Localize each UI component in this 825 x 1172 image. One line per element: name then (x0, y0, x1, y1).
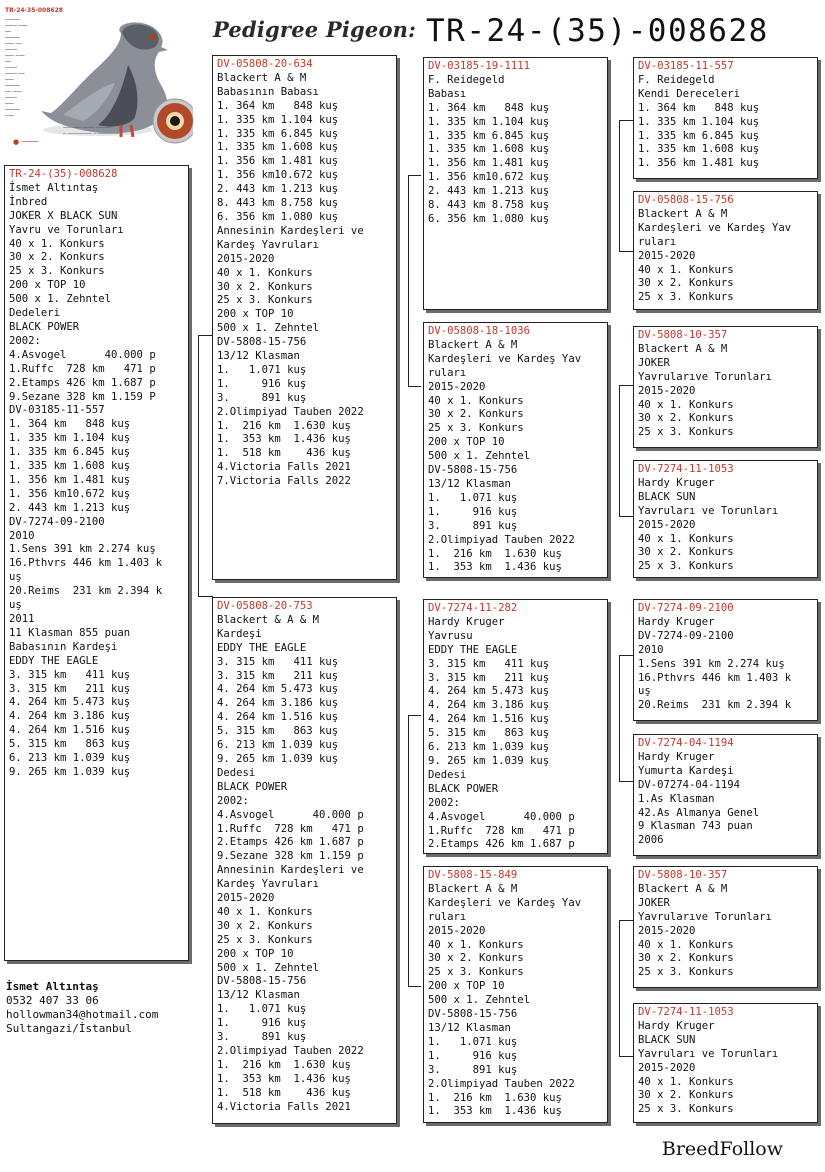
subject-ring: TR-24-(35)-008628 (9, 168, 118, 180)
pedigree-line: JOKER (638, 356, 670, 369)
pedigree-line: 1. 1.071 kuş (217, 1003, 307, 1016)
pedigree-line: 2.Etamps 426 km 1.687 p (9, 376, 156, 389)
pedigree-line: Kardeşleri ve Kardeş Yav (428, 896, 582, 909)
pedigree-line: 30 x 2. Konkurs (638, 952, 734, 965)
ggp-card-8 (633, 1003, 818, 1123)
pedigree-line: DV-5808-15-756 (217, 336, 307, 349)
pedigree-line: 1. 916 kuş (217, 377, 307, 390)
pedigree-line: 40 x 1. Konkurs (217, 266, 313, 279)
pedigree-line: 25 x 3. Konkurs (217, 933, 313, 946)
pedigree-line: 40 x 1. Konkurs (638, 398, 734, 411)
pedigree-line: 2.Etamps 426 km 1.687 p (217, 836, 364, 849)
pedigree-line: EDDY THE EAGLE (217, 641, 307, 654)
pedigree-line: 1. 356 km 1.481 kuş (9, 473, 131, 486)
pedigree-line: 25 x 3. Konkurs (638, 291, 734, 304)
ggp-card-6 (633, 734, 818, 856)
pedigree-line: Yavruları ve Torunları (638, 1047, 779, 1060)
brand-footer: BreedFollow (661, 1138, 783, 1160)
pedigree-line: 500 x 1. Zehntel (428, 994, 531, 1007)
dam-dam-ring: DV-5808-15-849 (428, 869, 518, 881)
pedigree-line: 2.Olimpiyad Tauben 2022 (428, 1077, 575, 1090)
pedigree-line: JOKER X BLACK SUN (9, 209, 118, 222)
pedigree-line: Yavrusu (428, 629, 473, 642)
pedigree-line: 30 x 2. Konkurs (9, 251, 105, 264)
pedigree-line: 1. 335 km 6.845 kuş (638, 129, 760, 142)
pedigree-line: Blackert A & M (217, 71, 307, 84)
pedigree-line: 9. 265 km 1.039 kuş (217, 752, 339, 765)
pedigree-line: 2011 (9, 613, 35, 625)
pedigree-line: F. Reidegeld (638, 73, 715, 86)
pedigree-line: BLACK SUN (638, 1033, 696, 1046)
pedigree-line: 9.Sezane 328 km 1.159 p (217, 850, 364, 863)
sire-sire-ring: DV-03185-19-1111 (428, 60, 531, 72)
owner-location: Sultangazi/İstanbul (6, 1022, 132, 1035)
pedigree-line: 4. 264 km 3.186 kuş (217, 697, 339, 710)
pedigree-line: 4. 264 km 5.473 kuş (217, 683, 339, 696)
pedigree-line: 1.Ruffc 728 km 471 p (9, 362, 156, 375)
pedigree-line: Yavru ve Torunları (9, 223, 124, 236)
pedigree-line: 1. 335 km 6.845 kuş (428, 129, 550, 142)
pedigree-line: 40 x 1. Konkurs (217, 905, 313, 918)
ggp-card-7 (633, 866, 818, 988)
connector-dam (408, 715, 421, 987)
pedigree-line: 1.Ruffc 728 km 471 p (217, 822, 364, 835)
pedigree-line: Yavrularıve Torunları (638, 370, 772, 383)
pedigree-line: 25 x 3. Konkurs (428, 422, 524, 435)
pedigree-line: 1. 364 km 848 kuş (638, 101, 760, 114)
pedigree-line: 20.Reims 231 km 2.394 k (9, 585, 163, 598)
pedigree-line: 6. 213 km 1.039 kuş (9, 752, 131, 765)
pedigree-line: Blackert A & M (428, 882, 518, 895)
pedigree-line: 2002: (217, 794, 249, 807)
pedigree-line: 3. 891 kuş (428, 519, 518, 532)
pedigree-line: 200 x TOP 10 (9, 279, 86, 292)
ggp-8-ring: DV-7274-11-1053 (638, 1006, 734, 1018)
pedigree-line: 4. 264 km 1.516 kuş (428, 713, 550, 726)
pedigree-line: 1. 335 km 1.104 kuş (9, 432, 131, 445)
pedigree-line: 30 x 2. Konkurs (217, 280, 313, 293)
pedigree-line: BLACK POWER (428, 782, 499, 795)
pedigree-line: ruları (428, 910, 467, 923)
pedigree-line: Dedesi (217, 766, 256, 779)
connector-subject (198, 335, 213, 597)
pedigree-line: 1.Sens 391 km 2.274 kuş (9, 543, 156, 556)
pedigree-line: 1.Sens 391 km 2.274 kuş (638, 657, 785, 670)
pedigree-line: 1. 356 km10.672 kuş (9, 487, 131, 500)
pedigree-line: 4.Asvogel 40.000 p (428, 810, 575, 823)
pedigree-line: 200 x TOP 10 (217, 947, 294, 960)
dam-sire-lines (428, 616, 604, 852)
pedigree-line: Hardy Kruger (638, 1019, 715, 1032)
pedigree-line: 1. 353 km 1.436 kuş (217, 1072, 351, 1085)
ggp-2-lines (638, 208, 814, 305)
pedigree-line: DV-03185-11-557 (9, 404, 105, 417)
pedigree-line: 25 x 3. Konkurs (9, 265, 105, 278)
pedigree-line: 30 x 2. Konkurs (638, 277, 734, 290)
pedigree-line: 16.Pthvrs 446 km 1.403 k (9, 557, 163, 570)
ggp-3-lines (638, 343, 814, 440)
photo-ring-mini: TR-24-35-008628 (5, 7, 63, 14)
pedigree-line: uş (9, 571, 22, 584)
pedigree-line: uş (9, 599, 22, 612)
pedigree-line: 1. 216 km 1.630 kuş (217, 419, 351, 432)
owner-phone: 0532 407 33 06 (6, 994, 99, 1007)
pedigree-line: DV-7274-09-2100 (9, 515, 105, 528)
sire-sire-lines (428, 74, 604, 227)
pedigree-line: 2010 (638, 643, 664, 656)
pedigree-line: F. Reidegeld (428, 73, 505, 86)
pedigree-line: 1. 335 km 1.608 kuş (9, 460, 131, 473)
ggp-8-lines (638, 1020, 814, 1117)
pedigree-line: 1. 353 km 1.436 kuş (217, 433, 351, 446)
pedigree-line: 1. 916 kuş (428, 505, 518, 518)
pedigree-line: 5. 315 km 863 kuş (9, 738, 131, 751)
pedigree-line: Blackert A & M (638, 882, 728, 895)
pedigree-line: DV-5808-15-756 (428, 1008, 518, 1021)
pedigree-line: 25 x 3. Konkurs (217, 294, 313, 307)
pedigree-line: 3. 891 kuş (217, 1031, 307, 1044)
pedigree-line: BLACK POWER (9, 320, 80, 333)
pedigree-line: 2. 443 km 1.213 kuş (217, 183, 339, 196)
pedigree-line: 4.Asvogel 40.000 p (217, 808, 364, 821)
pedigree-line: 25 x 3. Konkurs (428, 966, 524, 979)
pedigree-line: DV-5808-15-756 (428, 464, 518, 477)
pedigree-line: 1. 216 km 1.630 kuş (217, 1058, 351, 1071)
ggp-6-lines (638, 751, 814, 848)
pedigree-line: 1. 518 km 436 kuş (217, 1086, 351, 1099)
ggp-card-1 (633, 57, 818, 179)
pedigree-line: 1. 335 km 6.845 kuş (9, 446, 131, 459)
pedigree-line: 1. 356 km 1.481 kuş (638, 157, 760, 170)
pigeon-photo (3, 5, 193, 155)
pedigree-line: 40 x 1. Konkurs (428, 394, 524, 407)
sire-dam-lines (428, 339, 604, 575)
pedigree-line: İsmet Altıntaş (9, 181, 99, 194)
pedigree-line: 3. 315 km 211 kuş (9, 682, 131, 695)
ggp-7-lines (638, 883, 814, 980)
dam-lines (217, 614, 393, 1115)
pedigree-line: 30 x 2. Konkurs (428, 952, 524, 965)
pedigree-line: 4. 264 km 3.186 kuş (9, 710, 131, 723)
pedigree-line: 42.As Almanya Genel (638, 806, 760, 819)
ggp-3-ring: DV-5808-10-357 (638, 329, 728, 341)
pedigree-line: Annesinin Kardeşleri ve (217, 864, 364, 877)
pedigree-line: 1. 1.071 kuş (428, 491, 518, 504)
pedigree-line: Kardeşi (217, 627, 262, 640)
pedigree-line: 6. 213 km 1.039 kuş (217, 739, 339, 752)
sire-dam-ring: DV-05808-18-1036 (428, 325, 531, 337)
pedigree-line: 30 x 2. Konkurs (428, 408, 524, 421)
pedigree-line: 4.Victoria Falls 2021 (217, 1100, 351, 1113)
pedigree-line: 9 Klasman 743 puan (638, 820, 753, 833)
pedigree-line: 30 x 2. Konkurs (217, 919, 313, 932)
pedigree-line: DV-5808-15-756 (217, 975, 307, 988)
pedigree-line: 3. 315 km 411 kuş (428, 657, 550, 670)
pedigree-line: 1. 356 km10.672 kuş (217, 169, 339, 182)
connector-sire-sire (619, 120, 634, 252)
ggp-4-lines (638, 477, 814, 574)
pedigree-line: 40 x 1. Konkurs (638, 938, 734, 951)
pedigree-line: 2015-2020 (638, 924, 696, 937)
pedigree-line: Kendi Dereceleri (638, 87, 741, 100)
pedigree-line: 13/12 Klasman (217, 989, 300, 1002)
pedigree-line: ruları (428, 366, 467, 379)
pedigree-line: 1. 518 km 436 kuş (217, 447, 351, 460)
pedigree-line: Blackert & A & M (217, 613, 320, 626)
pedigree-line: 1. 364 km 848 kuş (428, 101, 550, 114)
photo-logo-mini: ● ──── (13, 138, 39, 146)
pedigree-line: 3. 315 km 411 kuş (217, 655, 339, 668)
pedigree-line: 16.Pthvrs 446 km 1.403 k (638, 671, 792, 684)
pedigree-line: Blackert A & M (638, 342, 728, 355)
pedigree-line: 1. 364 km 848 kuş (217, 99, 339, 112)
pedigree-line: 500 x 1. Zehntel (9, 293, 112, 306)
ggp-7-ring: DV-5808-10-357 (638, 869, 728, 881)
subject-card (4, 165, 189, 961)
pedigree-line: Kardeşleri ve Kardeş Yav (638, 221, 792, 234)
pedigree-line: 1.Ruffc 728 km 471 p (428, 824, 575, 837)
pedigree-line: Hardy Kruger (638, 615, 715, 628)
pedigree-line: DV-07274-04-1194 (638, 778, 741, 791)
pedigree-line: 2.Olimpiyad Tauben 2022 (217, 405, 364, 418)
pedigree-line: 6. 356 km 1.080 kuş (217, 210, 339, 223)
ggp-4-ring: DV-7274-11-1053 (638, 463, 734, 475)
pedigree-line: 2015-2020 (217, 892, 275, 905)
pedigree-line: 1. 356 km 1.481 kuş (428, 157, 550, 170)
pedigree-line: 4. 264 km 1.516 kuş (9, 724, 131, 737)
pedigree-line: 200 x TOP 10 (428, 980, 505, 993)
pedigree-line: Hardy Kruger (428, 615, 505, 628)
pedigree-line: BLACK POWER (217, 780, 288, 793)
ggp-1-ring: DV-03185-11-557 (638, 60, 734, 72)
pedigree-line: 2002: (9, 334, 41, 347)
sire-card (212, 55, 397, 580)
pedigree-line: 40 x 1. Konkurs (638, 1075, 734, 1088)
pedigree-line: EDDY THE EAGLE (9, 654, 99, 667)
page-title: Pedigree Pigeon: (213, 17, 417, 42)
pedigree-line: 3. 891 kuş (217, 391, 307, 404)
pedigree-line: 2015-2020 (217, 252, 275, 265)
pedigree-line: 1. 356 km 1.481 kuş (217, 155, 339, 168)
pedigree-line: 1. 335 km 1.608 kuş (217, 141, 339, 154)
pedigree-line: 9. 265 km 1.039 kuş (428, 754, 550, 767)
pedigree-line: 500 x 1. Zehntel (428, 450, 531, 463)
pedigree-line: 1. 335 km 6.845 kuş (217, 127, 339, 140)
pedigree-line: 13/12 Klasman (217, 350, 300, 363)
pedigree-line: uş (638, 685, 651, 698)
pedigree-line: 8. 443 km 8.758 kuş (217, 197, 339, 210)
owner-info (6, 980, 158, 1036)
ggp-1-lines (638, 74, 814, 171)
photo-caption-mini: ────── ──── ───── ─ ──────── ─ ─────── (63, 125, 119, 137)
dam-card (212, 597, 397, 1124)
pedigree-line: 40 x 1. Konkurs (638, 263, 734, 276)
dam-ring: DV-05808-20-753 (217, 600, 313, 612)
pedigree-line: 6. 213 km 1.039 kuş (428, 741, 550, 754)
pedigree-line: 11 Klasman 855 puan (9, 626, 131, 639)
pedigree-line: JOKER (638, 896, 670, 909)
pedigree-line: Babasının Kardeşi (9, 640, 118, 653)
pedigree-line: Hardy Kruger (638, 476, 715, 489)
pedigree-line: 1. 916 kuş (217, 1017, 307, 1030)
subject-ring-title: TR-24-(35)-008628 (426, 13, 769, 49)
pedigree-line: 1. 353 km 1.436 kuş (428, 561, 562, 574)
ggp-card-5 (633, 599, 818, 721)
connector-sire (408, 175, 421, 387)
pedigree-line: Babasının Babası (217, 85, 320, 98)
pedigree-line: Hardy Kruger (638, 750, 715, 763)
pedigree-line: Kardeşleri ve Kardeş Yav (428, 352, 582, 365)
pedigree-line: ruları (638, 235, 677, 248)
pedigree-line: 1. 364 km 848 kuş (9, 418, 131, 431)
pedigree-line: 8. 443 km 8.758 kuş (428, 199, 550, 212)
pedigree-line: 1. 916 kuş (428, 1049, 518, 1062)
pedigree-line: BLACK SUN (638, 490, 696, 503)
dam-sire-card (423, 599, 608, 854)
dam-dam-card (423, 866, 608, 1123)
pedigree-line: 7.Victoria Falls 2022 (217, 475, 351, 488)
pedigree-line: 2015-2020 (638, 518, 696, 531)
pedigree-line: Blackert A & M (638, 207, 728, 220)
connector-dam-dam (619, 920, 634, 1057)
owner-name: İsmet Altıntaş (6, 980, 99, 993)
pedigree-line: 500 x 1. Zehntel (217, 961, 320, 974)
pedigree-line: Yumurta Kardeşi (638, 764, 734, 777)
pedigree-line: 1. 335 km 1.104 kuş (217, 113, 339, 126)
pedigree-line: 1. 335 km 1.104 kuş (428, 115, 550, 128)
pedigree-line: 30 x 2. Konkurs (638, 412, 734, 425)
pedigree-line: 9. 265 km 1.039 kuş (9, 765, 131, 778)
pedigree-line: 4.Victoria Falls 2021 (217, 461, 351, 474)
pedigree-line: 2002: (428, 796, 460, 809)
pedigree-line: 5. 315 km 863 kuş (428, 727, 550, 740)
pedigree-line: 2. 443 km 1.213 kuş (428, 185, 550, 198)
pedigree-line: 20.Reims 231 km 2.394 k (638, 699, 792, 712)
pedigree-line: 2015-2020 (638, 1061, 696, 1074)
pedigree-line: 2015-2020 (638, 384, 696, 397)
pedigree-line: 2.Etamps 426 km 1.687 p (428, 838, 575, 851)
pedigree-line: 2. 443 km 1.213 kuş (9, 501, 131, 514)
pedigree-line: 3. 315 km 211 kuş (217, 669, 339, 682)
pedigree-line: 13/12 Klasman (428, 477, 511, 490)
pedigree-line: 1. 353 km 1.436 kuş (428, 1105, 562, 1118)
pedigree-line: 5. 315 km 863 kuş (217, 725, 339, 738)
pedigree-line: 1. 1.071 kuş (217, 363, 307, 376)
owner-email[interactable]: hollowman34@hotmail.com (6, 1008, 159, 1021)
pedigree-line: 2015-2020 (428, 924, 486, 937)
ggp-2-ring: DV-05808-15-756 (638, 194, 734, 206)
pedigree-line: 9.Sezane 328 km 1.159 P (9, 390, 156, 403)
pedigree-line: Dedesi (428, 768, 467, 781)
ggp-card-3 (633, 326, 818, 448)
pedigree-line: 1. 216 km 1.630 kuş (428, 1091, 562, 1104)
pedigree-line: Babası (428, 87, 467, 100)
pedigree-line: Dedeleri (9, 307, 61, 320)
pedigree-line: 3. 315 km 211 kuş (428, 671, 550, 684)
pedigree-line: Yavruları ve Torunları (638, 504, 779, 517)
pedigree-line: 1. 216 km 1.630 kuş (428, 547, 562, 560)
pedigree-line: 2.Olimpiyad Tauben 2022 (217, 1045, 364, 1057)
pedigree-line: 1. 1.071 kuş (428, 1035, 518, 1048)
pedigree-line: 2.Olimpiyad Tauben 2022 (428, 533, 575, 546)
pedigree-line: 30 x 2. Konkurs (638, 1089, 734, 1102)
pedigree-line: 1.As Klasman (638, 792, 715, 805)
pedigree-line: 4. 264 km 5.473 kuş (9, 696, 131, 709)
pedigree-line: 13/12 Klasman (428, 1021, 511, 1034)
ggp-6-ring: DV-7274-04-1194 (638, 737, 734, 749)
subject-lines (9, 182, 185, 780)
pedigree-line: 6. 356 km 1.080 kuş (428, 212, 550, 225)
pedigree-line: 3. 891 kuş (428, 1063, 518, 1076)
pedigree-line: 2010 (9, 529, 35, 542)
pedigree-line: 1. 356 km10.672 kuş (428, 171, 550, 184)
ggp-card-4 (633, 460, 818, 578)
pedigree-line: 25 x 3. Konkurs (638, 426, 734, 439)
ggp-card-2 (633, 191, 818, 310)
ggp-5-lines (638, 616, 814, 713)
pedigree-line: 200 x TOP 10 (428, 436, 505, 449)
pedigree-line: Blackert A & M (428, 338, 518, 351)
pedigree-line: 25 x 3. Konkurs (638, 560, 734, 573)
pedigree-line: EDDY THE EAGLE (428, 643, 518, 656)
pedigree-line: 2015-2020 (428, 380, 486, 393)
pedigree-line: 3. 315 km 411 kuş (9, 668, 131, 681)
pedigree-line: 40 x 1. Konkurs (428, 938, 524, 951)
pedigree-line: Kardeş Yavruları (217, 878, 320, 891)
pedigree-line: 40 x 1. Konkurs (9, 237, 105, 250)
sire-sire-card (423, 57, 608, 310)
pedigree-line: 30 x 2. Konkurs (638, 546, 734, 559)
pedigree-line: 40 x 1. Konkurs (638, 532, 734, 545)
pedigree-line: 4. 264 km 5.473 kuş (428, 685, 550, 698)
sire-ring: DV-05808-20-634 (217, 58, 313, 70)
pedigree-line: 1. 335 km 1.608 kuş (428, 143, 550, 156)
dam-sire-ring: DV-7274-11-282 (428, 602, 518, 614)
pedigree-line: 4. 264 km 1.516 kuş (217, 711, 339, 724)
pedigree-line: 4.Asvogel 40.000 p (9, 348, 156, 361)
pedigree-line: 2015-2020 (638, 249, 696, 262)
ggp-5-ring: DV-7274-09-2100 (638, 602, 734, 614)
pedigree-line: 25 x 3. Konkurs (638, 1103, 734, 1116)
sire-lines (217, 72, 393, 489)
sire-dam-card (423, 322, 608, 578)
pedigree-line: 25 x 3. Konkurs (638, 966, 734, 979)
pedigree-line: 1. 335 km 1.104 kuş (638, 115, 760, 128)
pedigree-line: 4. 264 km 3.186 kuş (428, 699, 550, 712)
pedigree-line: İnbred (9, 195, 48, 208)
connector-dam-sire (619, 655, 634, 782)
pedigree-line: 2006 (638, 834, 664, 847)
pedigree-line: 200 x TOP 10 (217, 308, 294, 321)
pedigree-line: Kardeş Yavruları (217, 238, 320, 251)
pedigree-line: Yavrularıve Torunları (638, 910, 772, 923)
dam-dam-lines (428, 883, 604, 1119)
pedigree-line: 500 x 1. Zehntel (217, 322, 320, 335)
pedigree-line: DV-7274-09-2100 (638, 629, 734, 642)
photo-mini-text: ───── ──── ─── ── ───── ─── ── ──── ─── ─── ── ──── ──── ── ─── ───── ── ─── ──── ─── ───── ─── (5, 17, 28, 119)
pedigree-line: Annesinin Kardeşleri ve (217, 224, 364, 237)
connector-sire-dam (619, 385, 634, 517)
pedigree-line: 1. 335 km 1.608 kuş (638, 143, 760, 156)
